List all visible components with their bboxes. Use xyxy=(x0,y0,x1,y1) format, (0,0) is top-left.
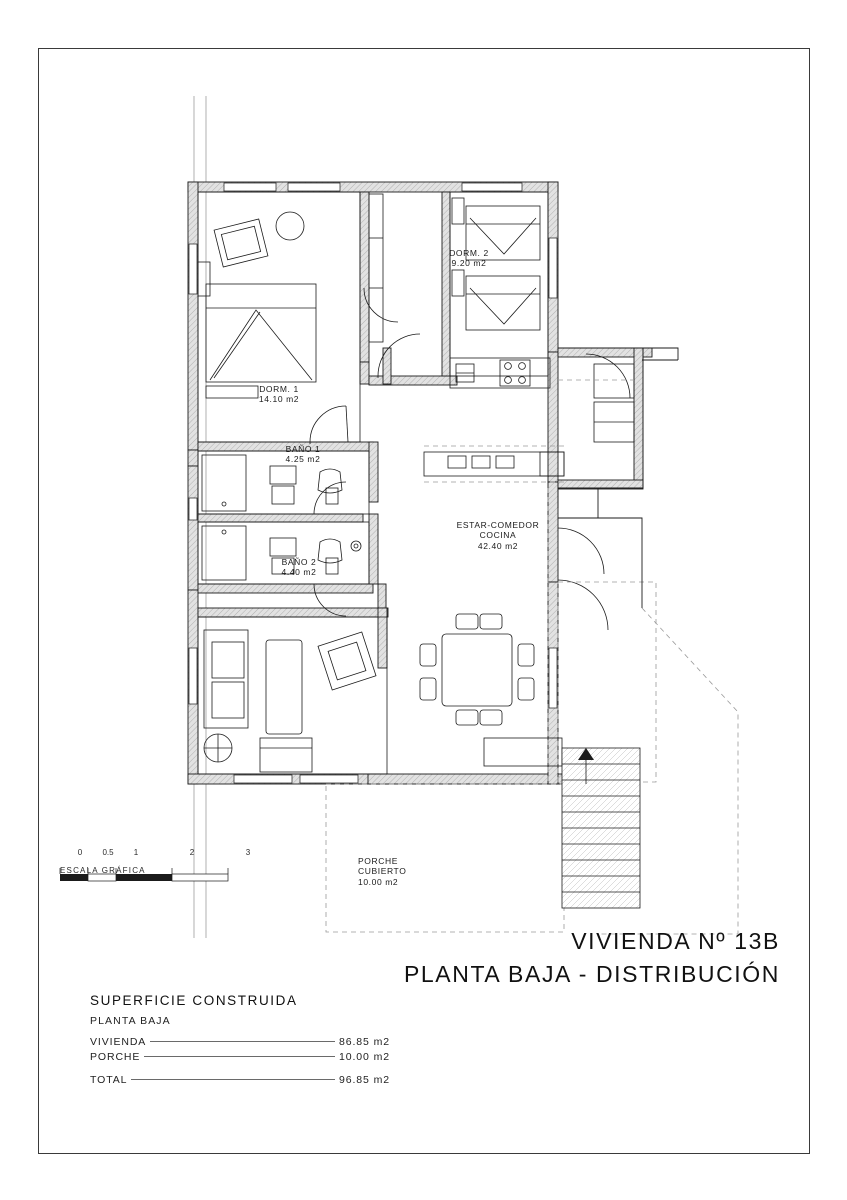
room-area: 42.40 m2 xyxy=(477,540,519,551)
graphic-scale xyxy=(58,848,258,875)
room-name: BAÑO 1 xyxy=(285,444,321,454)
door-swings xyxy=(310,288,630,630)
surface-total-value: 96.85 m2 xyxy=(339,1074,390,1086)
scale-tick: 0.5 xyxy=(102,848,114,857)
room-area: 14.10 m2 xyxy=(258,394,300,405)
surface-summary xyxy=(90,993,390,1089)
room-name-secondary: CUBIERTO xyxy=(358,866,407,877)
room-name: BAÑO 2 xyxy=(281,557,317,567)
surface-row xyxy=(90,1036,390,1048)
title-block xyxy=(404,928,780,988)
room-label-bano2 xyxy=(254,557,344,578)
room-area: 9.20 m2 xyxy=(451,258,487,269)
room-label-porche-cubierto xyxy=(358,856,478,887)
surface-rows xyxy=(90,1036,390,1086)
scale-tick: 1 xyxy=(133,848,139,857)
surface-row-label: VIVIENDA xyxy=(90,1036,147,1048)
room-name: DORM. 2 xyxy=(449,248,489,258)
floor-plan-drawing xyxy=(38,48,810,1154)
room-area: 10.00 m2 xyxy=(358,876,399,887)
page-subtitle: PLANTA BAJA - DISTRIBUCIÓN xyxy=(403,961,780,987)
leader-line xyxy=(131,1078,335,1080)
room-name-secondary: COCINA xyxy=(479,530,517,541)
room-area: 4.25 m2 xyxy=(285,454,321,465)
surface-row xyxy=(90,1051,390,1063)
page-title: VIVIENDA Nº 13B xyxy=(571,928,780,954)
exterior-stairs xyxy=(562,748,640,908)
room-label-estar-comedor-cocina xyxy=(428,520,568,551)
scale-caption: ESCALA GRÁFICA xyxy=(60,866,146,875)
room-label-bano1 xyxy=(258,444,348,465)
porch-outline xyxy=(326,380,738,934)
exterior-walls-right xyxy=(558,348,678,608)
room-name: PORCHE xyxy=(358,856,398,866)
room-name: ESTAR-COMEDOR xyxy=(456,520,540,530)
scale-tick-labels xyxy=(58,848,258,860)
surface-row-value: 86.85 m2 xyxy=(339,1036,390,1048)
surface-row-value: 10.00 m2 xyxy=(339,1051,390,1063)
furniture-dorm1 xyxy=(198,212,316,398)
room-label-dorm2 xyxy=(424,248,514,269)
plan-drawing-area xyxy=(38,48,810,1154)
scale-tick: 0 xyxy=(77,848,83,857)
surface-subtitle: PLANTA BAJA xyxy=(90,1015,171,1027)
scale-tick: 2 xyxy=(189,848,195,857)
surface-total-row xyxy=(90,1074,390,1086)
surface-title: SUPERFICIE CONSTRUIDA xyxy=(90,993,298,1008)
scale-tick: 3 xyxy=(245,848,251,857)
room-label-dorm1 xyxy=(234,384,324,405)
leader-line xyxy=(150,1040,335,1042)
room-name: DORM. 1 xyxy=(259,384,299,394)
surface-total-label: TOTAL xyxy=(90,1074,128,1086)
surface-row-label: PORCHE xyxy=(90,1051,141,1063)
leader-line xyxy=(144,1055,335,1057)
room-area: 4.40 m2 xyxy=(281,567,317,578)
